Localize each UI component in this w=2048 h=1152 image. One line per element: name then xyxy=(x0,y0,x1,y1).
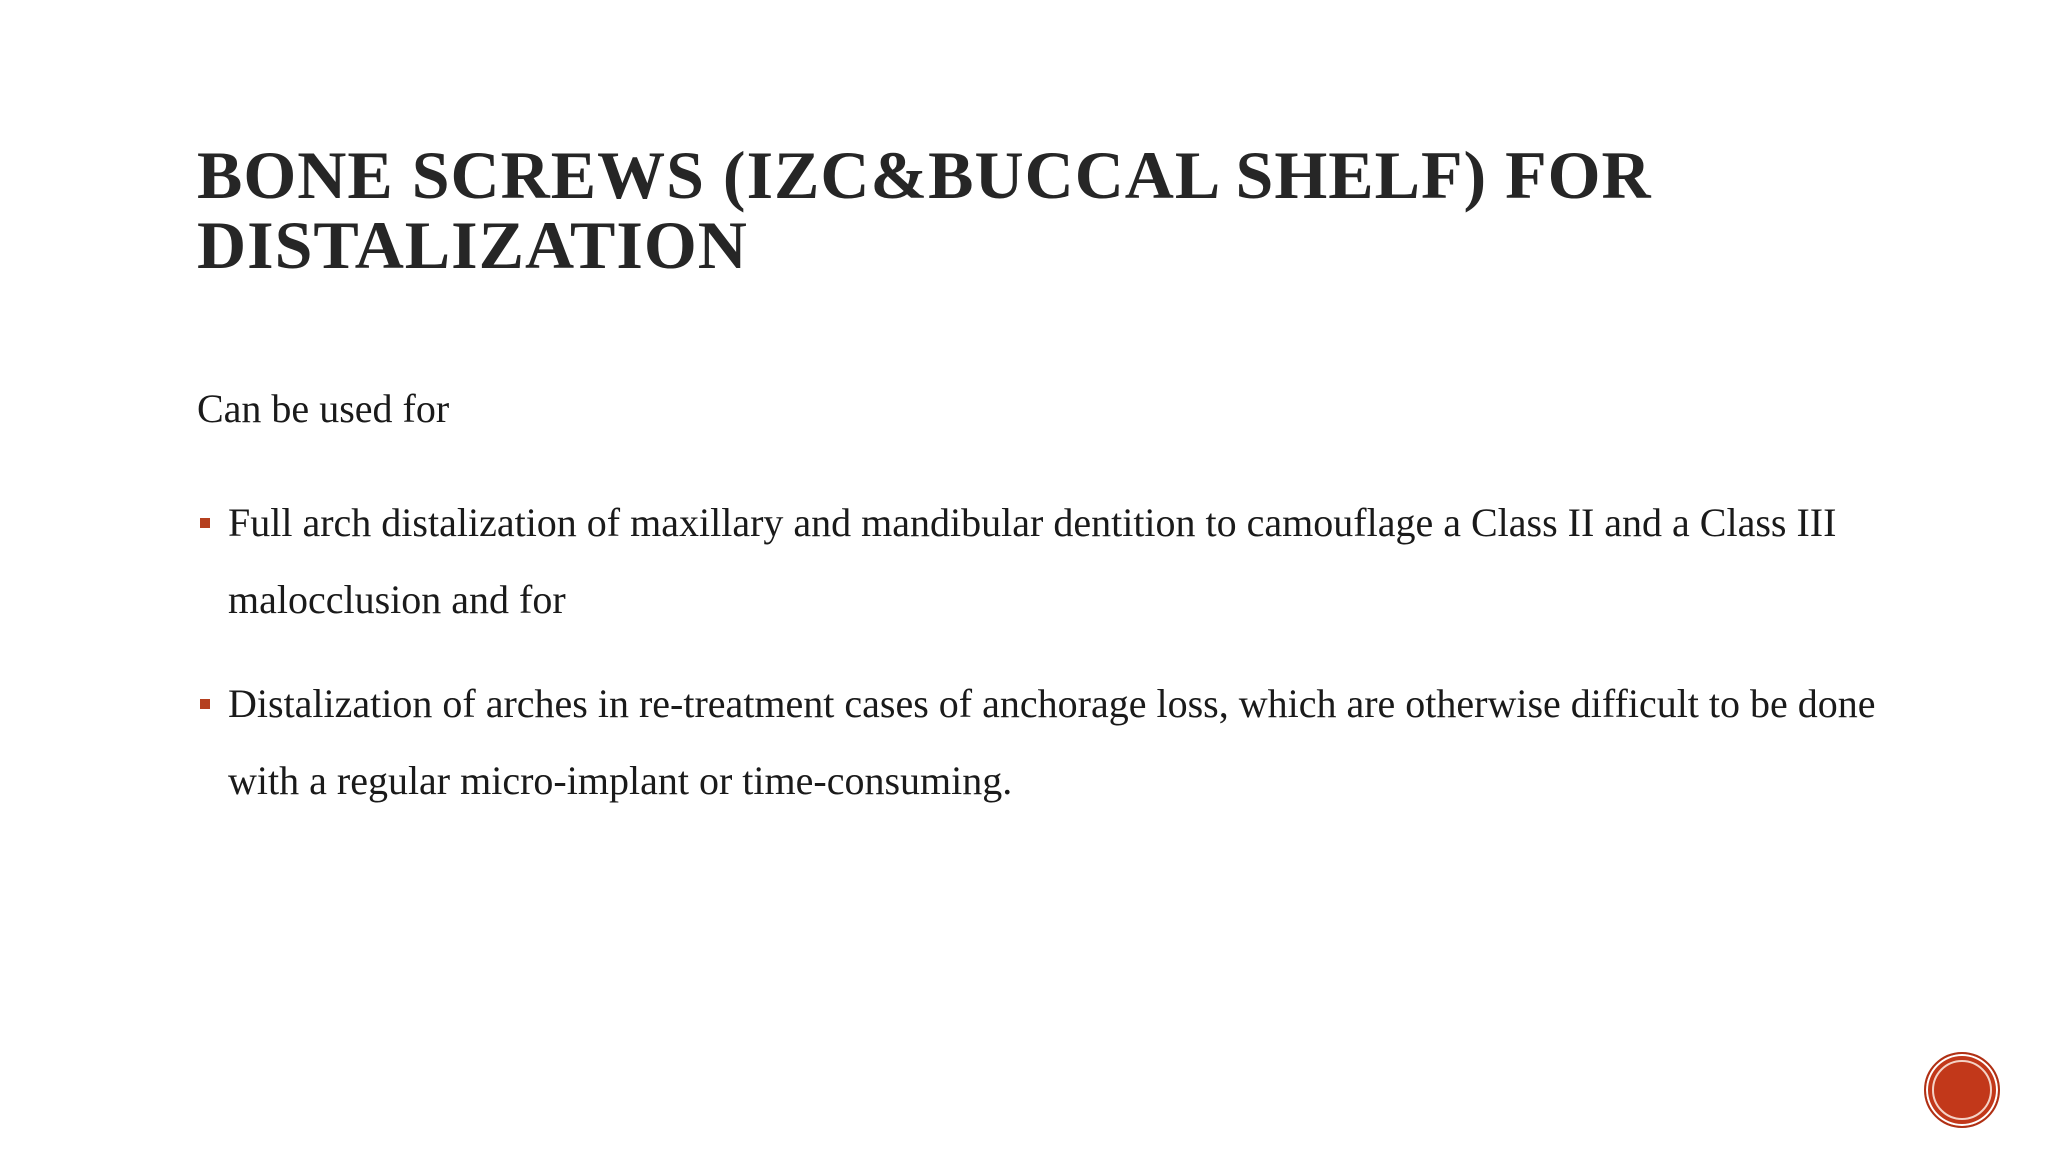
bullet-item xyxy=(197,665,1897,819)
badge-ring xyxy=(1932,1060,1992,1120)
bullet-text: Distalization of arches in re-treatment cases of anchorage loss, which are otherwise difficult to be done with a regular micro-implant or time-consuming. xyxy=(228,681,1876,803)
bullet-text: Full arch distalization of maxillary and mandibular dentition to camouflage a Class II and a Class III malocclusion and for xyxy=(228,500,1837,622)
slide-title-line-1: BONE SCREWS (IZC&BUCCAL SHELF) FOR xyxy=(197,137,1652,213)
slide-number-badge-icon xyxy=(1924,1052,2000,1128)
slide-title xyxy=(197,137,1847,283)
bullet-list xyxy=(197,484,1897,846)
square-bullet-icon xyxy=(200,518,210,528)
square-bullet-icon xyxy=(200,699,210,709)
intro-text: Can be used for xyxy=(197,386,450,431)
slide-title-line-2: DISTALIZATION xyxy=(197,207,748,283)
bullet-item xyxy=(197,484,1897,638)
